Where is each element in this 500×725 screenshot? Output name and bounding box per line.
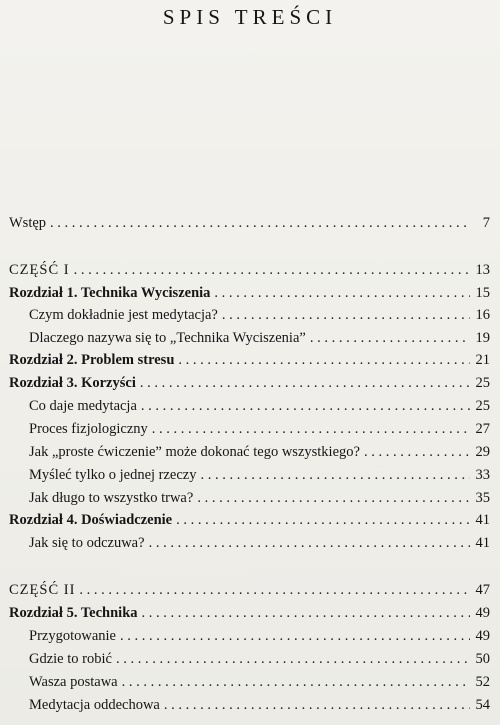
toc-entry-label: Wstęp — [9, 215, 47, 231]
dot-leader — [178, 352, 470, 369]
dot-leader — [140, 375, 470, 392]
dot-leader — [141, 398, 470, 415]
toc-entry-label: Co daje medytacja — [29, 398, 137, 414]
toc-entry-chapter-5 — [9, 605, 490, 627]
dot-leader — [50, 215, 470, 232]
dot-leader — [120, 628, 470, 645]
dot-leader — [79, 582, 470, 599]
toc-entry-page: 25 — [475, 398, 490, 414]
toc-entry-label: Dlaczego nazywa się to „Technika Wyciszenia” — [29, 330, 306, 346]
toc-entry-page: 41 — [475, 535, 490, 551]
toc-entry-label: Proces fizjologiczny — [29, 421, 148, 437]
dot-leader — [197, 490, 470, 507]
toc-entry-label: Rozdział 1. Technika Wyciszenia — [9, 285, 211, 301]
toc-entry-section — [29, 444, 490, 466]
toc-entry-page: 41 — [475, 512, 490, 528]
dot-leader — [149, 535, 470, 552]
toc-entry-label: Rozdział 3. Korzyści — [9, 375, 136, 391]
toc-entry-label: Rozdział 5. Technika — [9, 605, 138, 621]
toc-entry-page: 50 — [475, 651, 490, 667]
dot-leader — [74, 262, 470, 279]
dot-leader — [310, 330, 470, 347]
toc-entry-label: Przygotowanie — [29, 628, 116, 644]
toc-entry-label: Myśleć tylko o jednej rzeczy — [29, 467, 197, 483]
toc-entry-label: Rozdział 4. Doświadczenie — [9, 512, 173, 528]
dot-leader — [142, 605, 470, 622]
toc-entry-page: 27 — [475, 421, 490, 437]
dot-leader — [152, 421, 470, 438]
toc-entry-section — [29, 490, 490, 512]
dot-leader — [122, 674, 470, 691]
toc-entry-section — [29, 628, 490, 650]
toc-entry-page: 49 — [475, 605, 490, 621]
toc-entry-page: 33 — [475, 467, 490, 483]
toc-entry-section — [29, 697, 490, 719]
toc-entry-label: CZĘŚĆ I — [9, 262, 70, 278]
toc-entry-section — [29, 398, 490, 420]
toc-entry-page: 25 — [475, 375, 490, 391]
toc-entry-section — [29, 535, 490, 557]
dot-leader — [222, 307, 470, 324]
toc-entry-part-1 — [9, 262, 490, 284]
toc-entry-page: 19 — [475, 330, 490, 346]
toc-entry-page: 7 — [482, 215, 490, 231]
toc-entry-label: Gdzie to robić — [29, 651, 112, 667]
toc-entry-section — [29, 651, 490, 673]
dot-leader — [164, 697, 470, 714]
toc-entry-label: Rozdział 2. Problem stresu — [9, 352, 175, 368]
toc-entry-section — [29, 421, 490, 443]
dot-leader — [201, 467, 471, 484]
toc-entry-page: 21 — [475, 352, 490, 368]
toc-entry-page: 13 — [475, 262, 490, 278]
toc-entry-label: Medytacja oddechowa — [29, 697, 160, 713]
toc-entry-label: Wasza postawa — [29, 674, 118, 690]
toc-entry-label: Jak się to odczuwa? — [29, 535, 145, 551]
toc-entry-label: CZĘŚĆ II — [9, 582, 76, 598]
toc-entry-section — [29, 467, 490, 489]
dot-leader — [116, 651, 470, 668]
toc-entry-section — [29, 307, 490, 329]
toc-entry-section — [29, 674, 490, 696]
toc-entry-page: 52 — [475, 674, 490, 690]
toc-entry-page: 49 — [475, 628, 490, 644]
toc-entry-chapter-2 — [9, 352, 490, 374]
toc-entry-page: 16 — [475, 307, 490, 323]
toc-entry-chapter-4 — [9, 512, 490, 534]
toc-entry-page: 29 — [475, 444, 490, 460]
toc-entry-chapter-1 — [9, 285, 490, 307]
toc-entry-page: 47 — [475, 582, 490, 598]
toc-entry-label: Czym dokładnie jest medytacja? — [29, 307, 218, 323]
dot-leader — [364, 444, 470, 461]
toc-entry-page: 54 — [475, 697, 490, 713]
toc-entry-intro — [9, 215, 490, 237]
dot-leader — [214, 285, 470, 302]
toc-entry-page: 35 — [475, 490, 490, 506]
toc-entry-label: Jak „proste ćwiczenie” może dokonać tego wszystkiego? — [29, 444, 360, 460]
toc-entry-part-2 — [9, 582, 490, 604]
toc-entry-label: Jak długo to wszystko trwa? — [29, 490, 194, 506]
toc-entry-section — [29, 330, 490, 352]
dot-leader — [176, 512, 470, 529]
toc-entry-chapter-3 — [9, 375, 490, 397]
page-title: SPIS TREŚCI — [162, 5, 338, 29]
toc-entry-page: 15 — [475, 285, 490, 301]
